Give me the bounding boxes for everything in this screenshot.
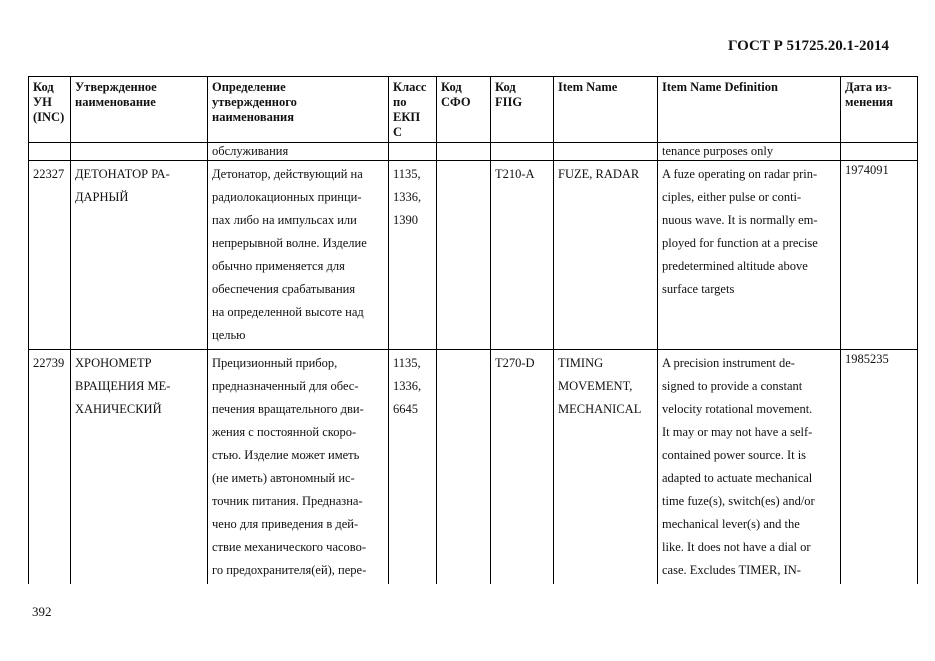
text-line: обычно применяется для xyxy=(212,259,345,273)
definition-ru xyxy=(208,350,389,585)
column-header-line: наименование xyxy=(75,95,156,109)
text-line: стью. Изделие может иметь xyxy=(212,448,360,462)
text-line: like. It does not have a dial or xyxy=(662,540,811,554)
definition-ru xyxy=(208,161,389,350)
text-line: ДЕТОНАТОР РА- xyxy=(75,167,170,181)
text-line: Прецизионный прибор, xyxy=(212,356,338,370)
continuation-definition-ru: обслуживания xyxy=(208,143,389,161)
text-line: It may or may not have a self- xyxy=(662,425,813,439)
column-header-line: Утвержденное xyxy=(75,80,157,94)
column-header-line: Дата из- xyxy=(845,80,892,94)
text-line: mechanical lever(s) and the xyxy=(662,517,800,531)
text-line: 1135, xyxy=(393,167,421,181)
text-line: го предохранителя(ей), пере- xyxy=(212,563,367,577)
approved-name xyxy=(71,161,208,350)
column-header-line: менения xyxy=(845,95,893,109)
text-line: на определенной высоте над xyxy=(212,305,364,319)
item-name-definition xyxy=(658,350,841,585)
class-codes xyxy=(389,350,437,585)
text-line: MOVEMENT, xyxy=(558,379,633,393)
column-header xyxy=(841,77,918,143)
text-line: ciples, either pulse or conti- xyxy=(662,190,802,204)
text-line: 6645 xyxy=(393,402,418,416)
column-header-line: утвержденного xyxy=(212,95,297,109)
column-header-line: Определение xyxy=(212,80,286,94)
class-codes xyxy=(389,161,437,350)
column-header xyxy=(71,77,208,143)
text-line: 1135, xyxy=(393,356,421,370)
text-line: 1390 xyxy=(393,213,418,227)
continuation-row xyxy=(29,143,918,161)
column-header xyxy=(437,77,491,143)
text-line: радиолокационных принци- xyxy=(212,190,362,204)
fiig-code: T210-A xyxy=(491,161,554,350)
approved-name xyxy=(71,350,208,585)
column-header xyxy=(29,77,71,143)
text-line: печения вращательного дви- xyxy=(212,402,364,416)
text-line: пах либо на импульсах или xyxy=(212,213,357,227)
text-line: точник питания. Предназна- xyxy=(212,494,363,508)
sfo-code xyxy=(437,350,491,585)
sfo-code xyxy=(437,161,491,350)
text-line: чено для приведения в дей- xyxy=(212,517,359,531)
text-line: ВРАЩЕНИЯ МЕ- xyxy=(75,379,171,393)
text-line: signed to provide a constant xyxy=(662,379,803,393)
text-line: ХРОНОМЕТР xyxy=(75,356,152,370)
text-line: nuous wave. It is normally em- xyxy=(662,213,818,227)
text-line: ДАРНЫЙ xyxy=(75,190,129,204)
inc-code: 22327 xyxy=(29,161,71,350)
column-header-line: Код xyxy=(441,80,462,94)
text-line: velocity rotational movement. xyxy=(662,402,813,416)
inc-code: 22739 xyxy=(29,350,71,585)
item-name xyxy=(554,350,658,585)
item-name xyxy=(554,161,658,350)
column-header-line: Item Name xyxy=(558,80,618,94)
column-header-line: С xyxy=(393,125,403,139)
text-line: Детонатор, действующий на xyxy=(212,167,363,181)
column-header-line: по xyxy=(393,95,407,109)
fiig-code: T270-D xyxy=(491,350,554,585)
text-line: TIMING xyxy=(558,356,604,370)
table-row xyxy=(29,350,918,585)
column-header xyxy=(389,77,437,143)
column-header-line: Код xyxy=(33,80,54,94)
text-line: предназначенный для обес- xyxy=(212,379,359,393)
column-header-line: Код xyxy=(495,80,516,94)
change-date: 1974091 xyxy=(841,161,918,350)
item-name-definition xyxy=(658,161,841,350)
page-number: 392 xyxy=(32,604,52,619)
column-header-line: Класс xyxy=(393,80,427,94)
text-line: contained power source. It is xyxy=(662,448,807,462)
text-line: time fuze(s), switch(es) and/or xyxy=(662,494,815,508)
table-row xyxy=(29,161,918,350)
column-header-line: (INC) xyxy=(33,110,65,124)
text-line: непрерывной волне. Изделие xyxy=(212,236,367,250)
text-line: A fuze operating on radar prin- xyxy=(662,167,818,181)
text-line: обеспечения срабатывания xyxy=(212,282,356,296)
column-header xyxy=(208,77,389,143)
text-line: (не иметь) автономный ис- xyxy=(212,471,355,485)
text-line: adapted to actuate mechanical xyxy=(662,471,813,485)
change-date: 1985235 xyxy=(841,350,918,585)
column-header xyxy=(658,77,841,143)
column-header-line: Item Name Definition xyxy=(662,80,778,94)
text-line: surface targets xyxy=(662,282,735,296)
text-line: ствие механического часово- xyxy=(212,540,367,554)
column-header-line: FIIG xyxy=(495,95,523,109)
column-header xyxy=(491,77,554,143)
table-header-row xyxy=(29,77,918,143)
text-line: жения с постоянной скоро- xyxy=(212,425,357,439)
continuation-definition-en: tenance purposes only xyxy=(658,143,841,161)
text-line: FUZE, RADAR xyxy=(558,167,640,181)
column-header-line: СФО xyxy=(441,95,471,109)
text-line: ХАНИЧЕСКИЙ xyxy=(75,402,162,416)
column-header-line: УН xyxy=(33,95,52,109)
text-line: MECHANICAL xyxy=(558,402,642,416)
column-header-line: наименования xyxy=(212,110,295,124)
catalog-table xyxy=(28,76,918,584)
text-line: 1336, xyxy=(393,190,422,204)
text-line: ployed for function at a precise xyxy=(662,236,818,250)
column-header-line: ЕКП xyxy=(393,110,421,124)
text-line: A precision instrument de- xyxy=(662,356,795,370)
text-line: 1336, xyxy=(393,379,422,393)
standard-designation: ГОСТ Р 51725.20.1-2014 xyxy=(727,38,889,54)
column-header xyxy=(554,77,658,143)
text-line: predetermined altitude above xyxy=(662,259,808,273)
text-line: целью xyxy=(212,328,246,342)
text-line: case. Excludes TIMER, IN- xyxy=(662,563,801,577)
